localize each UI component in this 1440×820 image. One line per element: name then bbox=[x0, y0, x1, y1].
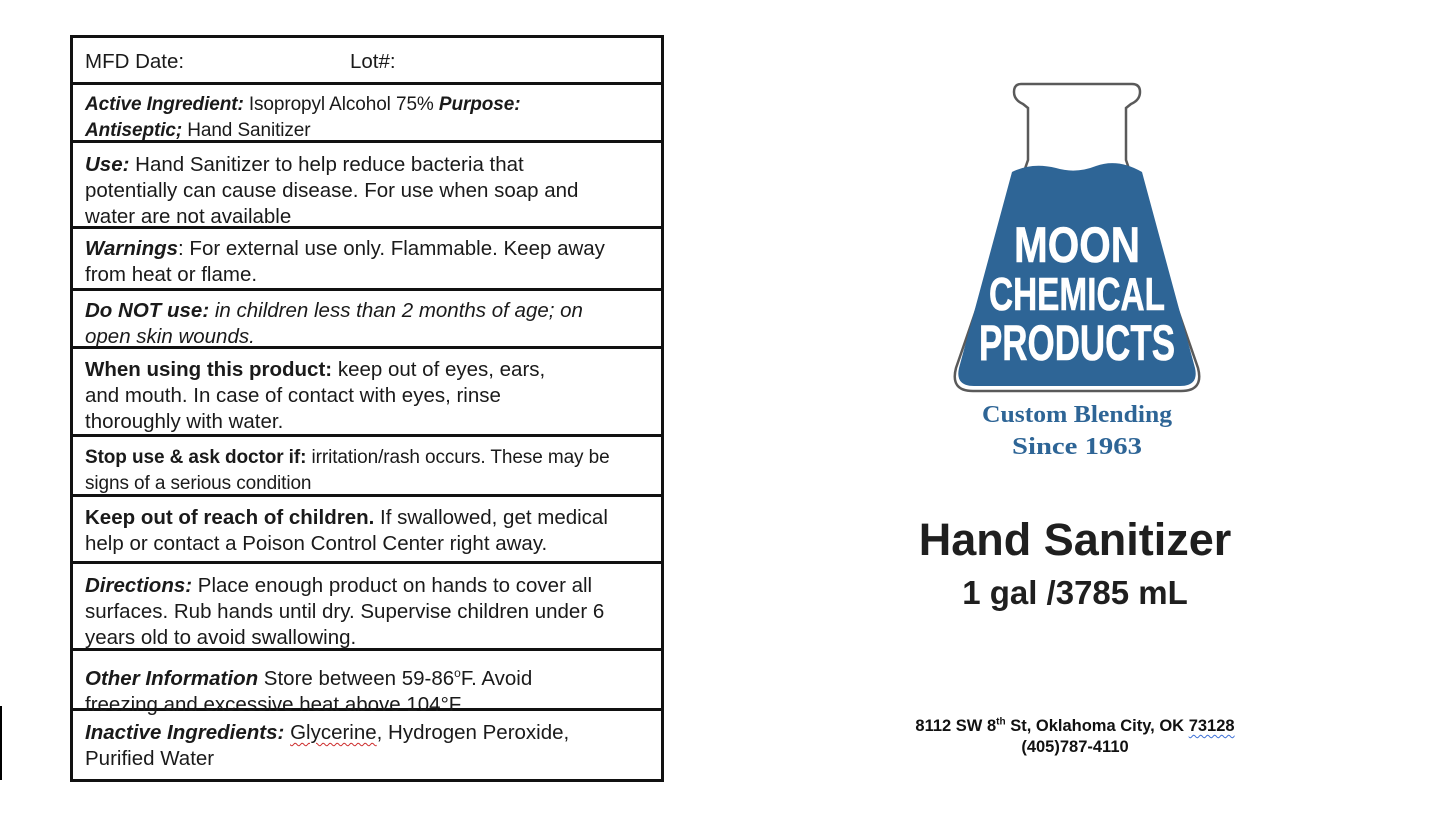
warnings-line-2: from heat or flame. bbox=[85, 262, 258, 286]
inactive-item-glycerine: Glycerine bbox=[290, 720, 377, 744]
stop-use-line-1: irritation/rash occurs. These may be bbox=[306, 446, 610, 468]
stop-use-row bbox=[73, 437, 661, 497]
inactive-ingredients-label: Inactive Ingredients: bbox=[85, 720, 285, 744]
keep-out-line-1: If swallowed, get medical bbox=[374, 505, 608, 529]
do-not-use-row bbox=[73, 291, 661, 349]
use-row bbox=[73, 143, 661, 229]
logo-line-1: MOON bbox=[1014, 217, 1140, 273]
other-information-label: Other Information bbox=[85, 666, 259, 690]
when-using-line-3: thoroughly with water. bbox=[85, 409, 284, 433]
when-using-label: When using this product: bbox=[85, 357, 333, 381]
keep-out-line-2: help or contact a Poison Control Center right away. bbox=[85, 531, 548, 555]
inactive-line-2: Purified Water bbox=[85, 746, 215, 770]
erlenmeyer-flask-icon bbox=[946, 78, 1208, 468]
warnings-label: Warnings bbox=[85, 236, 179, 260]
street-part-1: 8112 SW 8 bbox=[915, 717, 997, 735]
other-information-row bbox=[73, 651, 661, 716]
page-edge-line bbox=[0, 706, 2, 780]
active-ingredient-row bbox=[73, 85, 661, 143]
use-label: Use: bbox=[85, 152, 130, 176]
when-using-line-1: keep out of eyes, ears, bbox=[332, 357, 546, 381]
use-line-1: Hand Sanitizer to help reduce bacteria that bbox=[129, 152, 524, 176]
do-not-use-label: Do NOT use: bbox=[85, 298, 210, 322]
antiseptic-label: Antiseptic; bbox=[85, 119, 183, 141]
use-line-2: potentially can cause disease. For use when soap and bbox=[85, 178, 579, 202]
street-part-2: St, Oklahoma City, OK bbox=[1005, 717, 1189, 735]
warnings-line-1: : For external use only. Flammable. Keep away bbox=[178, 236, 605, 260]
stop-use-line-2: signs of a serious condition bbox=[85, 472, 312, 494]
product-title: Hand Sanitizer bbox=[918, 514, 1232, 565]
keep-out-label: Keep out of reach of children. bbox=[85, 505, 375, 529]
warnings-row bbox=[73, 229, 661, 291]
use-line-3: water are not available bbox=[85, 204, 292, 228]
phone-number: (405)787-4110 bbox=[1021, 738, 1129, 756]
directions-label: Directions: bbox=[85, 573, 193, 597]
drug-facts-panel bbox=[70, 35, 664, 782]
lot-number-label: Lot#: bbox=[350, 50, 396, 73]
product-size: 1 gal /3785 mL bbox=[962, 574, 1188, 611]
directions-line-2: surfaces. Rub hands until dry. Supervise children under 6 bbox=[85, 599, 605, 623]
purpose-text: Hand Sanitizer bbox=[182, 119, 311, 141]
keep-out-of-reach-row bbox=[73, 497, 661, 564]
active-ingredient-text: Isopropyl Alcohol 75% bbox=[243, 93, 439, 115]
other-info-line-2: freezing and excessive heat above 104°F bbox=[85, 692, 462, 716]
inactive-line-1-rest: , Hydrogen Peroxide, bbox=[376, 720, 570, 744]
directions-row bbox=[73, 564, 661, 651]
logo-line-3: PRODUCTS bbox=[979, 315, 1175, 371]
street-address bbox=[820, 716, 1330, 737]
street-superscript: th bbox=[996, 716, 1006, 728]
do-not-use-line-2: open skin wounds. bbox=[85, 324, 255, 348]
logo-tagline-2: Since 1963 bbox=[1012, 434, 1142, 460]
when-using-row bbox=[73, 349, 661, 437]
logo-tagline-1: Custom Blending bbox=[982, 402, 1172, 428]
active-ingredient-label: Active Ingredient: bbox=[85, 93, 244, 115]
other-info-line-1b: F. Avoid bbox=[460, 666, 533, 690]
moon-chemical-logo bbox=[946, 78, 1208, 468]
inactive-ingredients-row bbox=[73, 711, 661, 779]
mfd-lot-row bbox=[73, 38, 661, 85]
company-address bbox=[820, 716, 1330, 758]
logo-line-2: CHEMICAL bbox=[989, 268, 1165, 320]
other-info-line-1a: Store between 59-86 bbox=[258, 666, 455, 690]
mfd-date-label: MFD Date: bbox=[85, 50, 185, 73]
when-using-line-2: and mouth. In case of contact with eyes, rinse bbox=[85, 383, 501, 407]
directions-line-3: years old to avoid swallowing. bbox=[85, 625, 357, 649]
purpose-label: Purpose: bbox=[438, 93, 521, 115]
directions-line-1: Place enough product on hands to cover all bbox=[192, 573, 593, 597]
degree-superscript: o bbox=[454, 665, 461, 680]
do-not-use-line-1: in children less than 2 months of age; on bbox=[209, 298, 583, 322]
stop-use-label: Stop use & ask doctor if: bbox=[85, 446, 307, 468]
zip-code: 73128 bbox=[1188, 717, 1235, 735]
